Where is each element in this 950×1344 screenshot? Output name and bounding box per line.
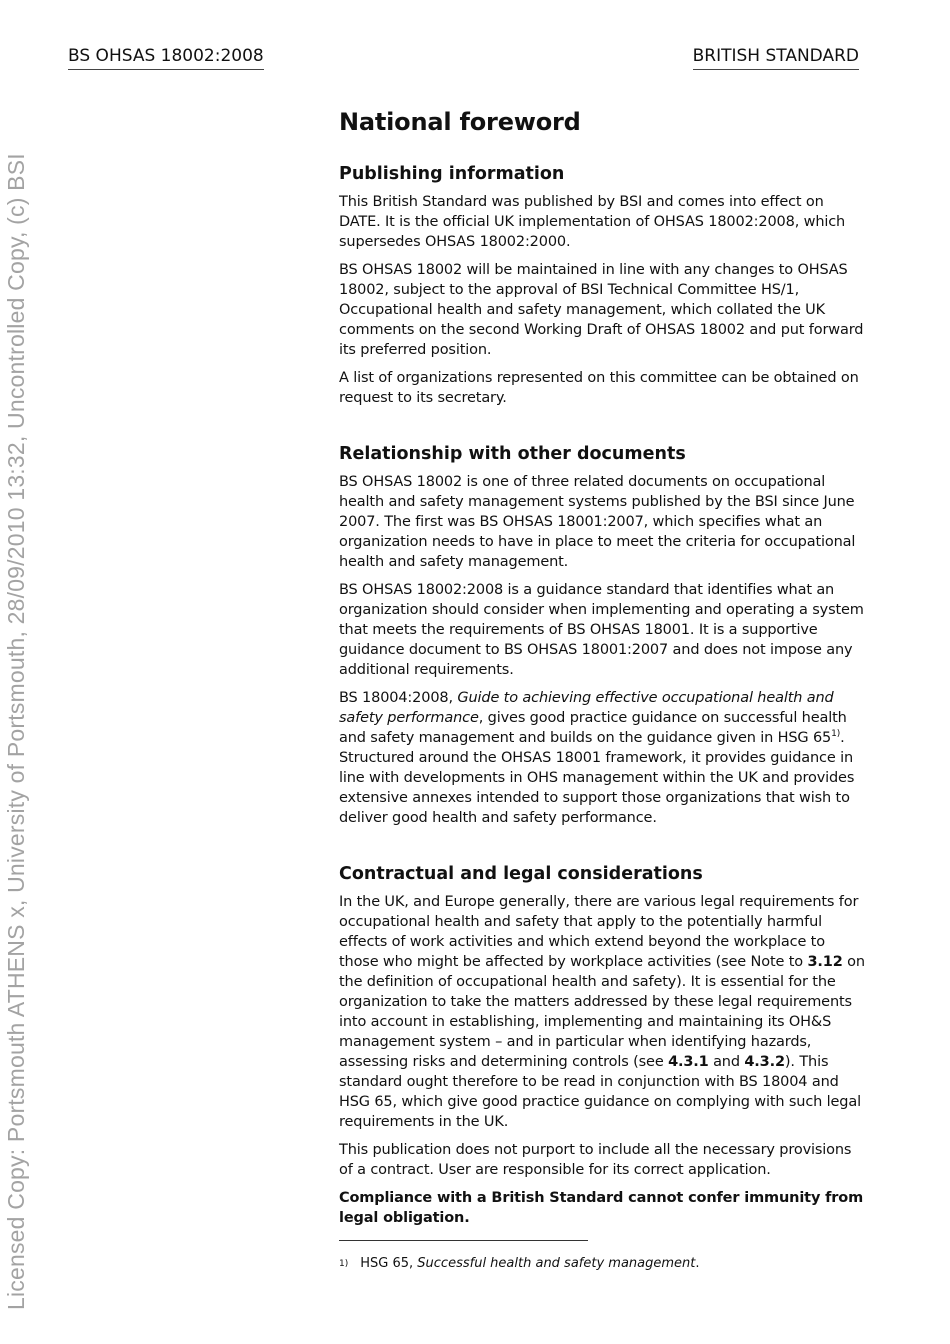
paragraph: A list of organizations represented on this committee can be obtained on request to its secretary.: [339, 370, 859, 406]
cited-title: Guide to achieving effective occupational health and safety performance: [339, 690, 834, 726]
paragraph: BS OHSAS 18002 is one of three related documents on occupational health and safety management systems published by the BSI since June 2007. The first was BS OHSAS 18001:2007, which specifies what an organization needs to have in place to meet the criteria for occupational health and safety management.: [339, 474, 856, 570]
header-british-standard: BRITISH STANDARD: [693, 46, 859, 70]
section-heading: Publishing information: [339, 164, 565, 184]
page-title: National foreword: [339, 108, 581, 136]
paragraph: BS OHSAS 18002 will be maintained in line with any changes to OHSAS 18002, subject to the approval of BSI Technical Committee HS/1, Occupational health and safety management, which collated the UK comments on the second Working Draft of OHSAS 18002 and put forward its preferred position.: [339, 262, 864, 358]
clause-reference[interactable]: 4.3.1: [668, 1054, 709, 1070]
paragraph: In the UK, and Europe generally, there are various legal requirements for occupational health and safety that apply to the potentially harmful effects of work activities and which extend beyond the workplace to those who might be affected by workplace activities (see Note to 3.12 on the definition of occupational health and safety). It is essential for the organization to take the matters addressed by these legal requirements into account in establishing, implementing and maintaining its OH&S management system – and in particular when identifying hazards, assessing risks and determining controls (see 4.3.1 and 4.3.2). This standard ought therefore to be read in conjunction with BS 18004 and HSG 65, which give good practice guidance on complying with such legal requirements in the UK.: [339, 894, 865, 1130]
clause-reference[interactable]: 3.12: [807, 954, 843, 970]
clause-reference[interactable]: 4.3.2: [744, 1054, 785, 1070]
compliance-statement: Compliance with a British Standard cannot confer immunity from legal obligation.: [339, 1190, 864, 1226]
section-legal-considerations: [339, 864, 867, 1228]
footnote-divider: [339, 1240, 588, 1241]
paragraph: BS 18004:2008, Guide to achieving effective occupational health and safety performance, gives good practice guidance on successful health and safety management and builds on the guidance given in HSG 65$^{1)}$. Structured around the OHSAS 18001 framework, it provides guidance in line with developments in OHS management within the UK and provides extensive annexes intended to support those organizations that wish to deliver good health and safety performance.: [339, 690, 855, 826]
paragraph: This British Standard was published by BSI and comes into effect on DATE. It is the official UK implementation of OHSAS 18002:2008, which supersedes OHSAS 18002:2000.: [339, 194, 846, 250]
section-heading: Contractual and legal considerations: [339, 864, 703, 884]
paragraph: This publication does not purport to include all the necessary provisions of a contract. User are responsible for its correct application.: [339, 1142, 852, 1178]
paragraph: BS OHSAS 18002:2008 is a guidance standard that identifies what an organization should consider when implementing and operating a system that meets the requirements of BS OHSAS 18001. It is a supportive guidance document to BS OHSAS 18001:2007 and does not impose any additional requirements.: [339, 582, 864, 678]
section-relationship: [339, 444, 867, 828]
footnote-reference[interactable]: 1): [831, 729, 841, 740]
header-standard-number: BS OHSAS 18002:2008: [68, 46, 264, 70]
footnote: $^{1)}$ HSG 65, Successful health and safety management.: [339, 1256, 700, 1271]
main-content: [339, 108, 867, 1273]
section-heading: Relationship with other documents: [339, 444, 686, 464]
license-watermark: Licensed Copy: Portsmouth ATHENS x, University of Portsmouth, 28/09/2010 13:32, Uncontrolled Copy, (c) BSI: [3, 153, 29, 1310]
cited-title: Successful health and safety management: [417, 1256, 696, 1271]
footnote-marker: 1): [339, 1259, 349, 1269]
section-publishing-information: [339, 164, 867, 408]
